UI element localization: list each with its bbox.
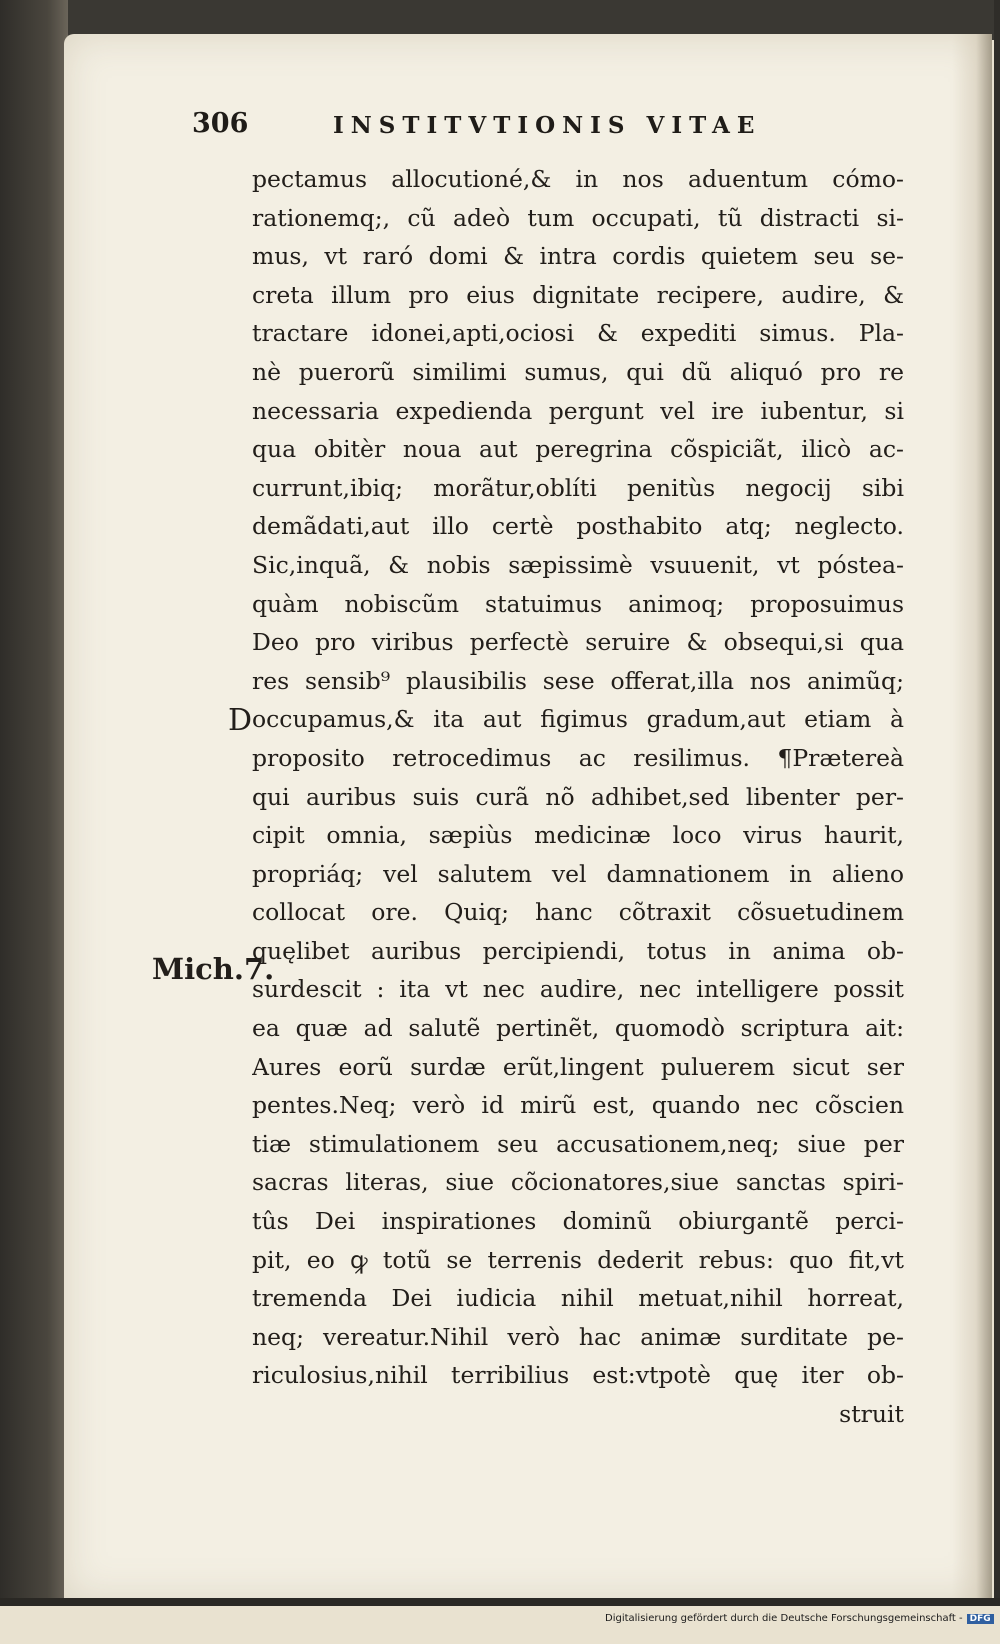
text-line: mus, vt raró domi & intra cordis quietem seu se- — [252, 242, 904, 271]
text-line: qui auribus suis curã nõ adhibet,sed libenter per- — [252, 782, 904, 811]
margin-scripture-reference: Mich.7. — [152, 952, 275, 986]
text-line: Deo pro viribus perfectè seruire & obsequi,si qua — [252, 628, 904, 657]
text-line: Sic,inquã, & nobis sæpissimè vsuuenit, vt póstea- — [252, 550, 904, 579]
text-line: occupamus,& ita aut figimus gradum,aut etiam à — [252, 705, 904, 734]
credit-text: Digitalisierung gefördert durch die Deutsche Forschungsgemeinschaft - — [605, 1613, 963, 1624]
text-line: sacras literas, siue cõcionatores,siue sanctas spiri- — [252, 1168, 904, 1197]
text-line: Aures eorũ surdæ erũt,lingent puluerem sicut ser — [252, 1052, 904, 1081]
body-text — [252, 160, 904, 1434]
running-title: INSTITVTIONIS VITAE — [333, 112, 762, 139]
text-line: res sensib⁹ plausibilis sese offerat,illa nos animũq; — [252, 666, 904, 695]
text-line: pectamus allocutioné,& in nos aduentum cómo- — [252, 165, 904, 193]
text-line: surdescit : ita vt nec audire, nec intelligere possit — [252, 975, 904, 1004]
dfg-logo: DFG — [967, 1614, 994, 1624]
text-line: struit — [839, 1400, 904, 1428]
text-line: currunt,ibiq; morãtur,oblíti penitùs negocij sibi — [252, 473, 904, 502]
margin-section-letter: D — [228, 703, 253, 738]
text-line: pentes.Neq; verò id mirũ est, quando nec cõscien — [252, 1091, 904, 1120]
scanner-backdrop-left — [0, 0, 68, 1605]
text-line: creta illum pro eius dignitate recipere, audire, & — [252, 280, 904, 309]
text-line: tûs Dei inspirationes dominũ obiurgantẽ perci- — [252, 1207, 904, 1236]
text-line: ea quæ ad salutẽ pertinẽt, quomodò scriptura ait: — [252, 1014, 904, 1043]
text-line: rationemq;, cũ adeò tum occupati, tũ distracti si- — [252, 203, 904, 232]
digitization-credit — [605, 1613, 994, 1624]
text-line: neq; vereatur.Nihil verò hac animæ surditate pe- — [252, 1322, 904, 1351]
text-line: tremenda Dei iudicia nihil metuat,nihil horreat, — [252, 1284, 904, 1313]
text-line: nè puerorũ similimi sumus, qui dũ aliquó pro re — [252, 357, 904, 386]
text-line: tiæ stimulationem seu accusationem,neq; siue per — [252, 1129, 904, 1158]
text-line: proposito retrocedimus ac resilimus. ¶Prætereà — [252, 743, 904, 772]
scanner-backdrop-right — [994, 0, 1000, 1605]
page-header — [192, 108, 892, 158]
text-line: demãdati,aut illo certè posthabito atq; neglecto. — [252, 512, 904, 541]
text-line: necessaria expedienda pergunt vel ire iubentur, si — [252, 396, 904, 425]
text-line: propriáq; vel salutem vel damnationem in alieno — [252, 859, 904, 888]
page-number: 306 — [192, 108, 249, 139]
text-line: quęlibet auribus percipiendi, totus in anima ob- — [252, 936, 904, 965]
text-line: cipit omnia, sæpiùs medicinæ loco virus haurit, — [252, 821, 904, 850]
text-line: qua obitèr noua aut peregrina cõspiciãt, ilicò ac- — [252, 435, 904, 464]
text-line: quàm nobiscũm statuimus animoq; proposuimus — [252, 589, 904, 618]
text-line: riculosius,nihil terribilius est:vtpotè quę iter ob- — [252, 1361, 904, 1390]
text-line: tractare idonei,apti,ociosi & expediti simus. Pla- — [252, 319, 904, 348]
scanner-backdrop-bottom — [0, 1598, 1000, 1606]
text-line: pit, eo ꝙ totũ se terrenis dederit rebus: quo fit,vt — [252, 1245, 904, 1274]
text-line: collocat ore. Quiq; hanc cõtraxit cõsuetudinem — [252, 898, 904, 927]
page-gutter-shadow — [952, 34, 992, 1600]
